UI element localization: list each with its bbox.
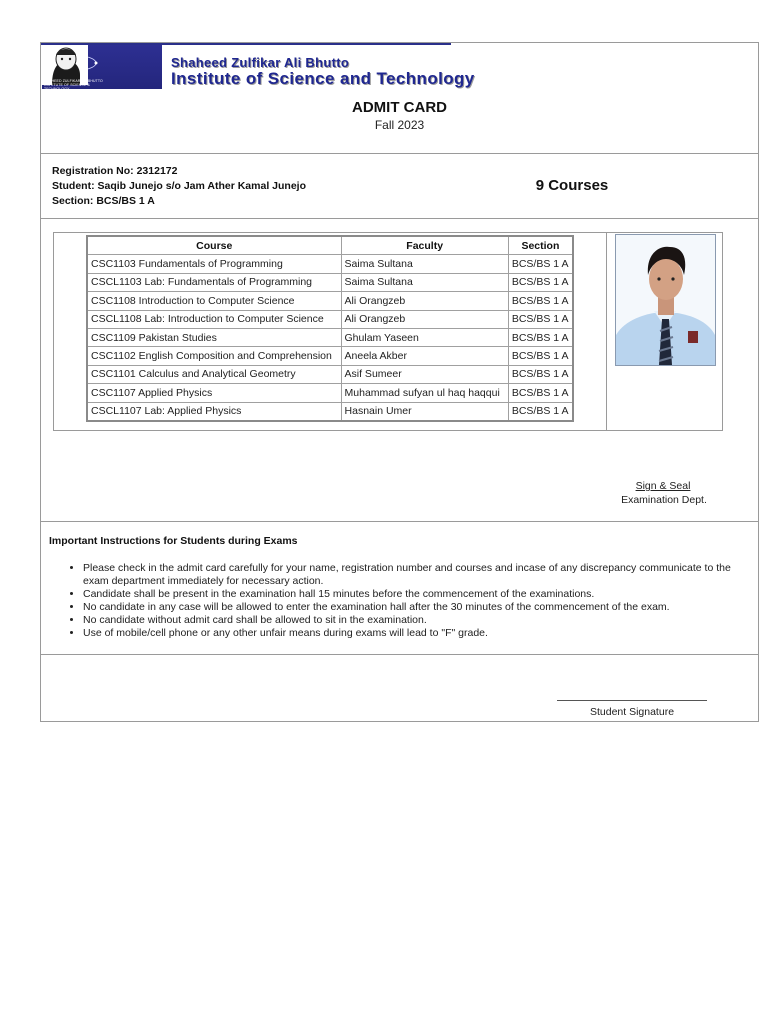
section-cell: BCS/BS 1 A xyxy=(508,365,573,383)
course-cell: CSCL1108 Lab: Introduction to Computer Science xyxy=(87,310,341,328)
faculty-cell: Ali Orangzeb xyxy=(341,310,508,328)
page-title: ADMIT CARD xyxy=(352,99,447,116)
student-portrait-icon xyxy=(616,235,715,365)
table-row xyxy=(87,365,573,383)
photo-cell xyxy=(606,233,722,430)
course-cell: CSC1103 Fundamentals of Programming xyxy=(87,255,341,273)
course-cell: CSCL1103 Lab: Fundamentals of Programming xyxy=(87,273,341,291)
student-signature-label: Student Signature xyxy=(589,706,675,718)
course-cell: CSC1107 Applied Physics xyxy=(87,384,341,402)
course-cell: CSC1108 Introduction to Computer Science xyxy=(87,292,341,310)
column-header-faculty: Faculty xyxy=(341,236,508,255)
signature-line xyxy=(557,700,707,701)
divider xyxy=(41,218,758,219)
courses-count: 9 Courses xyxy=(535,177,609,194)
divider xyxy=(41,153,758,154)
section-cell: BCS/BS 1 A xyxy=(508,384,573,402)
table-row xyxy=(87,347,573,365)
list-item: • Candidate shall be present in the examination hall 15 minutes before the commencement of the examinations. xyxy=(83,588,755,601)
section-cell: BCS/BS 1 A xyxy=(508,328,573,346)
faculty-cell: Hasnain Umer xyxy=(341,402,508,421)
faculty-cell: Asif Sumeer xyxy=(341,365,508,383)
section-cell: BCS/BS 1 A xyxy=(508,292,573,310)
section-cell: BCS/BS 1 A xyxy=(508,273,573,291)
column-header-section: Section xyxy=(508,236,573,255)
student-section: Section: BCS/BS 1 A xyxy=(52,195,155,207)
course-cell: CSC1109 Pakistan Studies xyxy=(87,328,341,346)
term-label: Fall 2023 xyxy=(374,118,425,132)
institute-name-line2: Institute of Science and Technology xyxy=(171,69,475,88)
faculty-cell: Muhammad sufyan ul haq haqqui xyxy=(341,384,508,402)
list-item: • No candidate in any case will be allowed to enter the examination hall after the 30 minutes of the commencement of the exam. xyxy=(83,601,755,614)
divider xyxy=(41,654,758,655)
examination-dept-label: Examination Dept. xyxy=(621,494,707,506)
emblem-caption: SHAHEED ZULFIKAR ALI BHUTTO INSTITUTE OF SCIENCE & TECHNOLOGY xyxy=(44,79,103,91)
faculty-cell: Saima Sultana xyxy=(341,273,508,291)
column-header-course: Course xyxy=(87,236,341,255)
divider xyxy=(41,521,758,522)
faculty-cell: Saima Sultana xyxy=(341,255,508,273)
registration-number: Registration No: 2312172 xyxy=(52,165,178,177)
table-row xyxy=(87,273,573,291)
table-row xyxy=(87,292,573,310)
course-table xyxy=(86,235,574,422)
table-row xyxy=(87,328,573,346)
list-item: • Please check in the admit card carefully for your name, registration number and courses and incase of any discrepancy communicate to the exam department immediately for necessary action. xyxy=(83,562,755,588)
list-item: • No candidate without admit card shall be allowed to sit in the examination. xyxy=(83,614,755,627)
section-cell: BCS/BS 1 A xyxy=(508,310,573,328)
table-row xyxy=(87,402,573,421)
course-cell: CSCL1107 Lab: Applied Physics xyxy=(87,402,341,421)
faculty-cell: Aneela Akber xyxy=(341,347,508,365)
table-header-row xyxy=(87,236,573,255)
admit-card xyxy=(40,42,759,722)
student-photo xyxy=(615,234,716,366)
course-cell: CSC1102 English Composition and Comprehension xyxy=(87,347,341,365)
section-cell: BCS/BS 1 A xyxy=(508,347,573,365)
student-name: Student: Saqib Junejo s/o Jam Ather Kamal Junejo xyxy=(52,180,306,192)
section-cell: BCS/BS 1 A xyxy=(508,255,573,273)
instructions-list xyxy=(61,562,755,640)
faculty-cell: Ali Orangzeb xyxy=(341,292,508,310)
institute-name-line1: Shaheed Zulfikar Ali Bhutto xyxy=(171,55,350,70)
instructions-title: Important Instructions for Students during Exams xyxy=(49,535,298,547)
table-row xyxy=(87,384,573,402)
section-cell: BCS/BS 1 A xyxy=(508,402,573,421)
course-block xyxy=(53,232,723,431)
list-item: • Use of mobile/cell phone or any other unfair means during exams will lead to "F" grade. xyxy=(83,627,755,640)
table-row xyxy=(87,310,573,328)
course-cell: CSC1101 Calculus and Analytical Geometry xyxy=(87,365,341,383)
institute-logo xyxy=(42,45,162,89)
faculty-cell: Ghulam Yaseen xyxy=(341,328,508,346)
table-row xyxy=(87,255,573,273)
sign-seal-label: Sign & Seal xyxy=(635,480,691,492)
